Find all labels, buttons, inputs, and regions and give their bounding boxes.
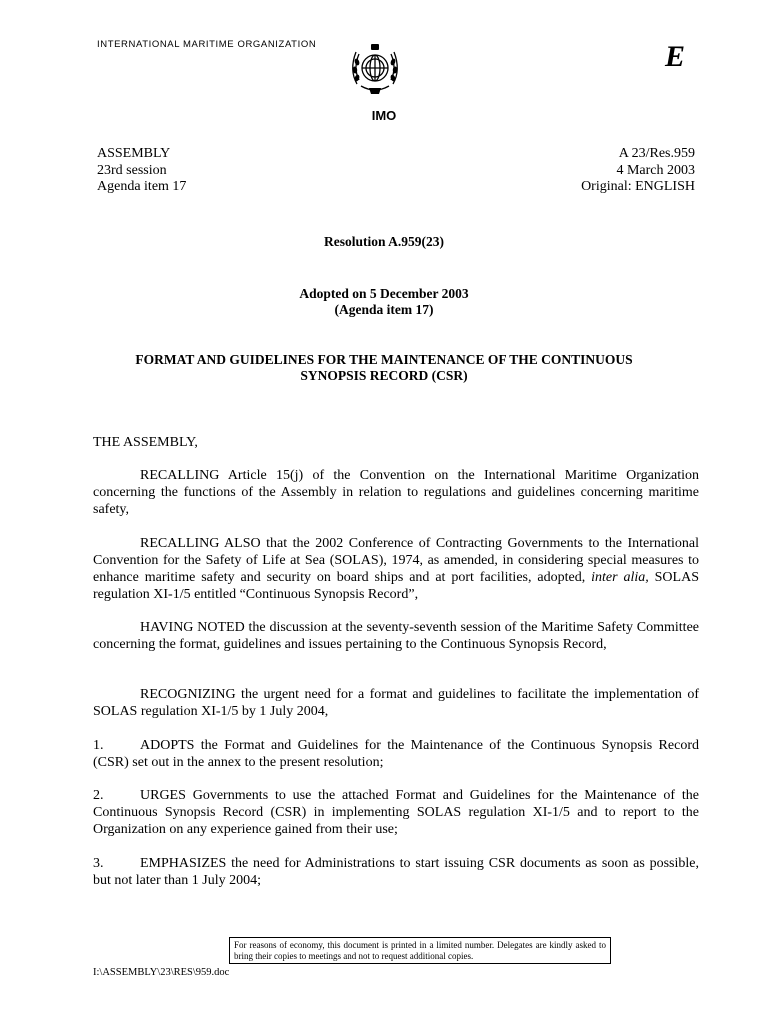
inter-alia: inter alia, — [591, 570, 649, 585]
preamble-recalling: RECALLING Article 15(j) of the Convention on the International Maritime Organization concerning the functions of the Assembly in relation to regulations and guidelines concerning maritime safety, — [93, 468, 699, 517]
title-line-2: SYNOPSIS RECORD (CSR) — [300, 368, 468, 383]
agenda-label: Agenda item 17 — [97, 179, 187, 194]
meta-right — [581, 146, 695, 196]
assembly-label: ASSEMBLY — [97, 146, 171, 161]
title-line-1: FORMAT AND GUIDELINES FOR THE MAINTENANCE OF THE CONTINUOUS — [135, 352, 633, 367]
preamble-recalling-also-end: SOLAS regulation XI-1/5 entitled “Continuous Synopsis Record”, — [93, 570, 699, 602]
paragraph-text: EMPHASIZES the need for Administrations to start issuing CSR documents as soon as possible, but not later than 1 July 2004; — [93, 856, 699, 888]
language-code: E — [665, 40, 686, 73]
document-symbol: A 23/Res.959 — [618, 146, 695, 161]
operative-paragraph-3 — [93, 855, 699, 889]
original-language: Original: ENGLISH — [581, 179, 695, 194]
document-date: 4 March 2003 — [616, 162, 695, 178]
adoption-date: Adopted on 5 December 2003 — [299, 286, 469, 301]
operative-paragraph-2 — [93, 787, 699, 838]
paragraph-number: 1. — [93, 738, 104, 753]
paragraph-text: URGES Governments to use the attached Format and Guidelines for the Maintenance of the Continuous Synopsis Record (CSR) in implementing SOLAS regulation XI-1/5 and to report to the Organization on any experience gained from their use; — [93, 788, 699, 837]
operative-paragraph-1 — [93, 737, 699, 771]
adoption-block — [0, 286, 768, 318]
meta-left — [97, 146, 186, 196]
preamble-recognizing: RECOGNIZING the urgent need for a format and guidelines to facilitate the implementation of SOLAS regulation XI-1/5 by 1 July 2004, — [93, 687, 699, 719]
paragraph-number: 3. — [93, 856, 104, 871]
paragraph-text: ADOPTS the Format and Guidelines for the Maintenance of the Continuous Synopsis Record (CSR) set out in the annex to the present resolution; — [93, 738, 699, 770]
preamble-recalling-also — [93, 535, 699, 603]
adoption-agenda: (Agenda item 17) — [334, 302, 434, 317]
file-path: I:\ASSEMBLY\23\RES\959.doc — [93, 967, 230, 978]
paragraph-number: 2. — [93, 788, 104, 803]
economy-notice: For reasons of economy, this document is printed in a limited number. Delegates are kindly asked to bring their copies to meetings and not to request additional copies. — [229, 937, 611, 964]
un-emblem-icon — [345, 40, 405, 100]
session-label: 23rd session — [97, 162, 167, 178]
resolution-title — [0, 352, 768, 384]
resolution-number: Resolution A.959(23) — [323, 234, 444, 249]
opening-line: THE ASSEMBLY, — [93, 435, 198, 450]
preamble-having-noted: HAVING NOTED the discussion at the seventy-seventh session of the Maritime Safety Committee concerning the format, guidelines and issues pertaining to the Continuous Synopsis Record, — [93, 620, 699, 652]
organization-name: INTERNATIONAL MARITIME ORGANIZATION — [97, 39, 317, 50]
preamble-recalling-also-text: RECALLING ALSO that the 2002 Conference of Contracting Governments to the International Convention for the Safety of Life at Sea (SOLAS), 1974, as amended, in considering special measures to enhance maritime safety and security on board ships and at port facilities, adopted, — [93, 536, 699, 585]
imo-abbreviation: IMO — [371, 108, 397, 123]
